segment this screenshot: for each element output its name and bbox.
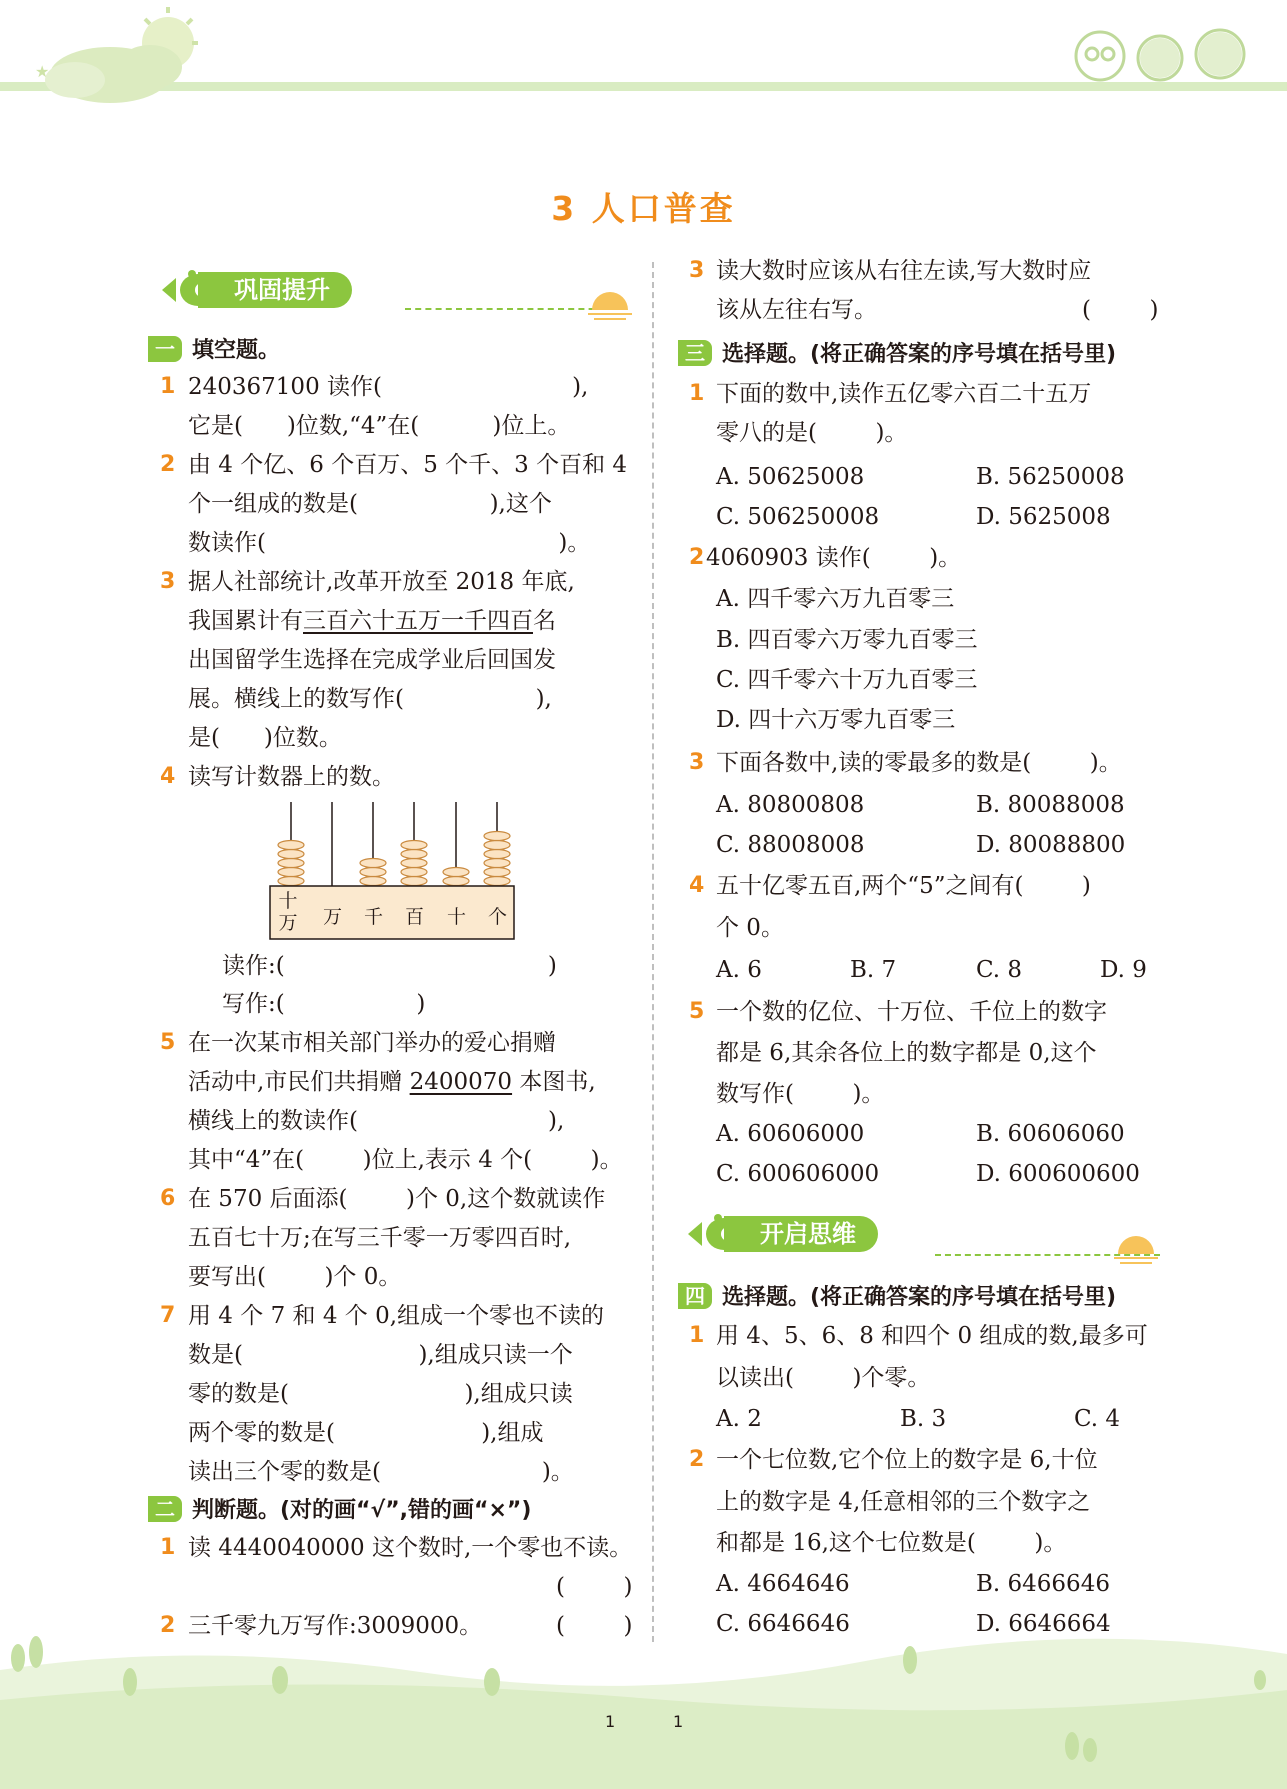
question-text: 三千零九万写作:3009000。 [188, 1613, 483, 1639]
question-text: 零的数是( ),组成只读 [188, 1381, 573, 1407]
question-number: 1 [160, 374, 176, 399]
question-text: 和都是 16,这个七位数是( )。 [716, 1530, 1067, 1556]
option: A. 四千零六万九百零三 [716, 586, 955, 612]
question-number: 3 [689, 258, 705, 283]
question-text: 读写计数器上的数。 [188, 764, 395, 790]
text-segment: 本图书, [512, 1069, 596, 1095]
question-text [188, 605, 556, 637]
question-text: 零八的是( )。 [716, 420, 908, 446]
question-number: 7 [160, 1303, 176, 1328]
underlined-number: 三百六十五万一千四百 [303, 608, 533, 634]
option: B. 四百零六万零九百零三 [716, 627, 978, 653]
abacus-label: 千 [364, 906, 384, 928]
option: B. 3 [900, 1406, 947, 1432]
question-number: 4 [160, 764, 176, 789]
question-text: 240367100 读作( ), [188, 374, 589, 400]
question-number: 1 [689, 381, 705, 406]
text-segment: 我国累计有 [188, 608, 303, 634]
section-label: 选择题。(将正确答案的序号填在括号里) [722, 342, 1117, 367]
text-segment: 活动中,市民们共捐赠 [188, 1069, 410, 1095]
option: A. 50625008 [716, 464, 865, 490]
banner-consolidate [158, 271, 352, 309]
question-text: 在一次某市相关部门举办的爱心捐赠 [188, 1030, 556, 1056]
animal-faces-decoration-icon [1060, 18, 1260, 88]
option: C. 600606000 [716, 1161, 880, 1187]
question-text: 下面各数中,读的零最多的数是( )。 [716, 750, 1122, 776]
answer-paren: ( ) [556, 1574, 633, 1600]
text-segment: 名 [533, 608, 556, 634]
option: C. 4 [1074, 1406, 1121, 1432]
question-number: 6 [160, 1186, 176, 1211]
question-number: 3 [689, 750, 705, 775]
question-text: 在 570 后面添( )个 0,这个数就读作 [188, 1186, 606, 1212]
question-text: 读 4440040000 这个数时,一个零也不读。 [188, 1535, 633, 1561]
option: D. 5625008 [976, 504, 1111, 530]
page-number: 1 [673, 1712, 684, 1731]
option: B. 56250008 [976, 464, 1125, 490]
question-text: 其中“4”在( )位上,表示 4 个( )。 [188, 1147, 623, 1173]
underlined-number: 2400070 [409, 1069, 513, 1095]
svg-text:★: ★ [35, 62, 50, 81]
question-text: 展。横线上的数写作( ), [188, 686, 552, 712]
question-number: 4 [689, 873, 705, 898]
question-text: 个 0。 [716, 915, 784, 941]
section-multiple-choice [678, 337, 1116, 368]
question-number: 5 [689, 999, 705, 1024]
section-badge: 一 [148, 336, 182, 362]
answer-paren: ( ) [1082, 297, 1159, 323]
question-number: 2 [160, 452, 176, 477]
question-text [188, 1066, 596, 1098]
question-number: 2 [689, 1447, 705, 1472]
abacus-labels [270, 890, 514, 940]
option: B. 60606060 [976, 1121, 1125, 1147]
question-text: 数读作( )。 [188, 530, 591, 556]
question-text: 由 4 个亿、6 个百万、5 个千、3 个百和 4 [188, 452, 628, 478]
sunset-icon [586, 288, 634, 322]
option: C. 506250008 [716, 504, 880, 530]
column-divider [652, 262, 654, 1642]
option: B. 6466646 [976, 1571, 1110, 1597]
abacus-label: 十 [447, 906, 467, 928]
question-number: 2 [689, 545, 705, 570]
banner-title: 巩固提升 [198, 272, 352, 308]
question-number: 3 [160, 569, 176, 594]
section-badge: 二 [148, 1496, 182, 1522]
option: D. 6646664 [976, 1611, 1111, 1637]
question-text: 以读出( )个零。 [716, 1365, 931, 1391]
write-answer-line: 写作:( ) [222, 991, 426, 1017]
banner-title: 开启思维 [724, 1216, 878, 1252]
section-label: 选择题。(将正确答案的序号填在括号里) [722, 1285, 1117, 1310]
question-text: 要写出( )个 0。 [188, 1264, 402, 1290]
option: B. 80088008 [976, 792, 1125, 818]
question-text: 一个七位数,它个位上的数字是 6,十位 [716, 1447, 1098, 1473]
landscape-footer [0, 1610, 1287, 1789]
question-number: 2 [160, 1613, 176, 1638]
question-text: 五百七十万;在写三千零一万零四百时, [188, 1225, 572, 1251]
sun-cloud-decoration-icon [20, 5, 200, 110]
option: C. 6646646 [716, 1611, 850, 1637]
question-number: 5 [160, 1030, 176, 1055]
question-text: 读大数时应该从右往左读,写大数时应 [716, 258, 1092, 284]
abacus-label: 个 [488, 906, 508, 928]
question-text: 数是( ),组成只读一个 [188, 1342, 573, 1368]
question-text: 横线上的数读作( ), [188, 1108, 565, 1134]
option: C. 四千零六十万九百零三 [716, 667, 978, 693]
section-label: 判断题。(对的画“√”,错的画“×”) [192, 1498, 532, 1523]
question-text: 个一组成的数是( ),这个 [188, 491, 552, 517]
option: A. 2 [716, 1406, 762, 1432]
question-text: 上的数字是 4,任意相邻的三个数字之 [716, 1489, 1091, 1515]
option: A. 60606000 [716, 1121, 865, 1147]
sunset-icon [1112, 1232, 1160, 1266]
question-text: 用 4 个 7 和 4 个 0,组成一个零也不读的 [188, 1303, 605, 1329]
question-number: 1 [689, 1323, 705, 1348]
option: D. 600600600 [976, 1161, 1140, 1187]
option: A. 6 [716, 957, 762, 983]
question-text: 数写作( )。 [716, 1081, 885, 1107]
option: B. 7 [850, 957, 897, 983]
banner-dash-line [405, 308, 615, 310]
option: D. 9 [1100, 957, 1147, 983]
abacus-label: 十 万 [278, 890, 298, 934]
section-badge: 四 [678, 1283, 712, 1309]
question-text: 都是 6,其余各位上的数字都是 0,这个 [716, 1040, 1097, 1066]
question-text: 一个数的亿位、十万位、千位上的数字 [716, 999, 1107, 1025]
question-text: 读出三个零的数是( )。 [188, 1459, 574, 1485]
question-text: 据人社部统计,改革开放至 2018 年底, [188, 569, 575, 595]
question-number: 1 [160, 1535, 176, 1560]
section-badge: 三 [678, 340, 712, 366]
page-title: 3 人口普查 [551, 189, 736, 228]
option: D. 80088800 [976, 832, 1126, 858]
question-text: 五十亿零五百,两个“5”之间有( ) [716, 873, 1091, 899]
question-text: 该从左往右写。 [716, 297, 877, 323]
abacus-label: 百 [405, 906, 425, 928]
section-label: 填空题。 [192, 338, 281, 363]
option: C. 88008008 [716, 832, 865, 858]
question-text: 两个零的数是( ),组成 [188, 1420, 544, 1446]
section-true-false [148, 1493, 531, 1524]
option: A. 80800808 [716, 792, 865, 818]
read-answer-line: 读作:( ) [222, 953, 557, 979]
banner-thinking [684, 1215, 878, 1253]
answer-paren: ( ) [556, 1613, 633, 1639]
option: D. 四十六万零九百零三 [716, 707, 956, 733]
question-text: 下面的数中,读作五亿零六百二十五万 [716, 381, 1092, 407]
option: C. 8 [976, 957, 1023, 983]
option: A. 4664646 [716, 1571, 850, 1597]
question-text: 4060903 读作( )。 [706, 545, 962, 571]
section-multiple-choice-2 [678, 1280, 1116, 1311]
question-text: 它是( )位数,“4”在( )位上。 [188, 413, 571, 439]
question-text: 用 4、5、6、8 和四个 0 组成的数,最多可 [716, 1323, 1148, 1349]
abacus-label: 万 [323, 906, 343, 928]
page-number: 1 [605, 1712, 616, 1731]
section-fill-blank [148, 333, 280, 364]
question-text: 出国留学生选择在完成学业后回国发 [188, 647, 556, 673]
question-text: 是( )位数。 [188, 725, 342, 751]
